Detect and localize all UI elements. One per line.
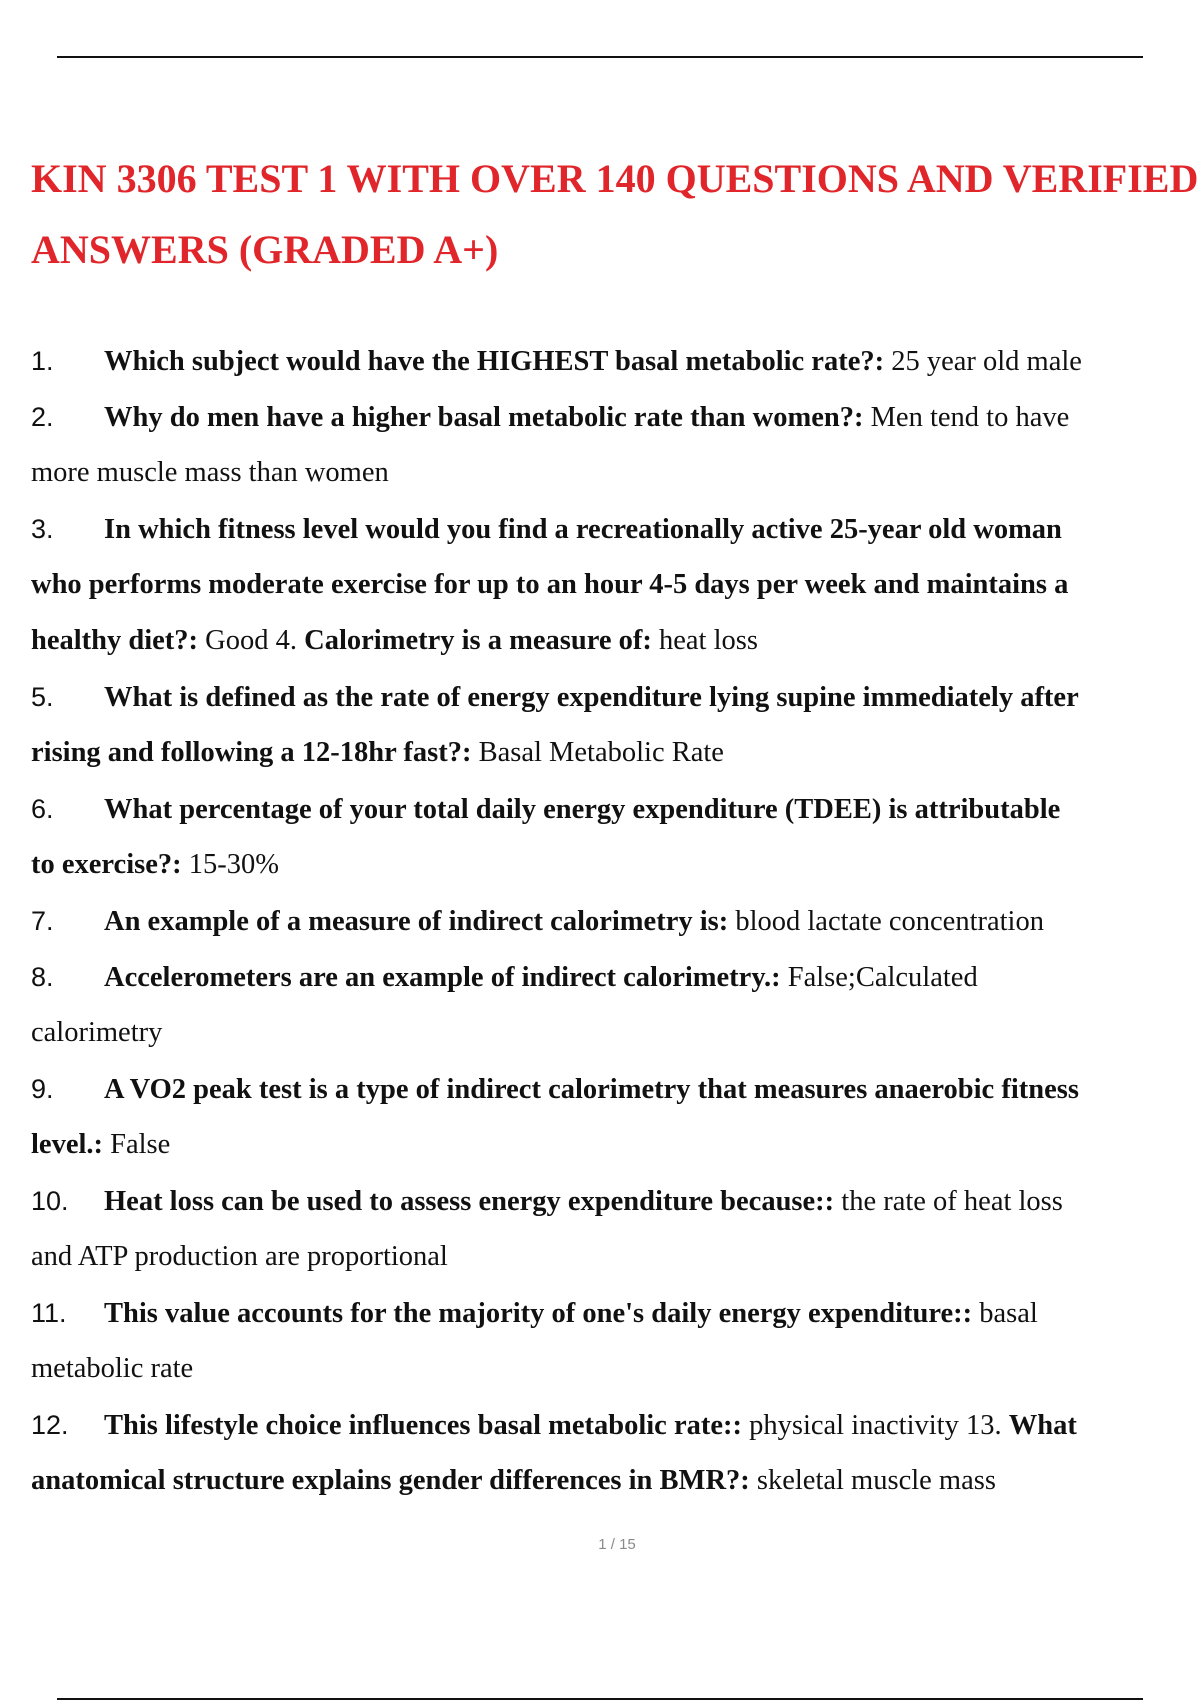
answer-text: metabolic rate [31,1353,194,1384]
question-number: 3. [31,514,54,544]
answer-text: False [103,1129,171,1160]
answer-text: and ATP production are proportional [31,1241,448,1272]
question-text: to exercise?: [31,849,182,880]
question-line [31,389,1200,445]
page-indicator: 1 / 15 [598,1536,636,1553]
question-text: Why do men have a higher basal metabolic rate than women?: [104,402,864,433]
question-line [31,949,1200,1005]
answer-text: Basal Metabolic Rate [471,737,724,768]
question-line [31,1061,1200,1117]
question-line [31,1285,1200,1341]
question-number: 6. [31,794,54,824]
question-text: Heat loss can be used to assess energy expenditure because:: [104,1186,835,1217]
question-number: 11. [31,1298,67,1328]
answer-text: Good 4. [198,625,305,656]
question-line [31,669,1200,725]
question-text: anatomical structure explains gender differences in BMR?: [31,1465,750,1496]
question-line [31,445,1200,501]
question-list [31,333,1200,1509]
question-text: A VO2 peak test is a type of indirect calorimetry that measures anaerobic fitness [104,1074,1079,1105]
question-text: This lifestyle choice influences basal metabolic rate:: [104,1410,742,1441]
document-title [31,143,1200,285]
question-line [31,501,1200,557]
question-text: What is defined as the rate of energy expenditure lying supine immediately after [104,682,1079,713]
answer-text: physical inactivity 13. [741,1410,1009,1441]
question-line [31,1453,1200,1509]
question-text: Calorimetry is a measure of: [304,625,652,656]
question-line [31,1397,1200,1453]
question-number: 7. [31,906,54,936]
answer-text: Men tend to have [863,402,1070,433]
answer-text: skeletal muscle mass [749,1465,996,1496]
top-rule [57,56,1143,58]
question-line [31,557,1200,613]
answer-text: False;Calculated [780,962,978,993]
question-number: 9. [31,1074,54,1104]
question-line [31,725,1200,781]
question-text: This value accounts for the majority of one's daily energy expenditure:: [104,1298,973,1329]
answer-text: heat loss [651,625,758,656]
question-text: who performs moderate exercise for up to an hour 4-5 days per week and maintains a [31,569,1069,600]
answer-text: calorimetry [31,1017,163,1048]
question-line [31,1005,1200,1061]
answer-text: more muscle mass than women [31,457,389,488]
question-number: 2. [31,402,54,432]
question-text: Accelerometers are an example of indirect calorimetry.: [104,962,781,993]
question-line [31,1117,1200,1173]
question-number: 10. [31,1186,69,1216]
question-line [31,893,1200,949]
question-text: An example of a measure of indirect calorimetry is: [104,906,729,937]
question-number: 1. [31,346,54,376]
question-text: level.: [31,1129,104,1160]
question-line [31,333,1200,389]
question-line [31,837,1200,893]
question-text: healthy diet?: [31,625,199,656]
question-line [31,781,1200,837]
question-text: In which fitness level would you find a recreationally active 25-year old woman [104,514,1062,545]
question-text: rising and following a 12-18hr fast?: [31,737,472,768]
question-text: Which subject would have the HIGHEST basal metabolic rate?: [104,346,885,377]
title-line-2: ANSWERS (GRADED A+) [31,227,499,272]
question-number: 12. [31,1410,69,1440]
question-number: 8. [31,962,54,992]
answer-text: the rate of heat loss [834,1186,1063,1217]
question-text: What [1008,1410,1077,1441]
answer-text: 25 year old male [884,346,1082,377]
answer-text: basal [972,1298,1038,1329]
question-line [31,1229,1200,1285]
answer-text: blood lactate concentration [728,906,1044,937]
question-text: What percentage of your total daily energy expenditure (TDEE) is attributable [104,794,1061,825]
question-line [31,1341,1200,1397]
answer-text: 15-30% [181,849,279,880]
question-number: 5. [31,682,54,712]
question-line [31,1173,1200,1229]
title-line-1: KIN 3306 TEST 1 WITH OVER 140 QUESTIONS AND VERIFIED [31,156,1199,201]
question-line [31,613,1200,669]
